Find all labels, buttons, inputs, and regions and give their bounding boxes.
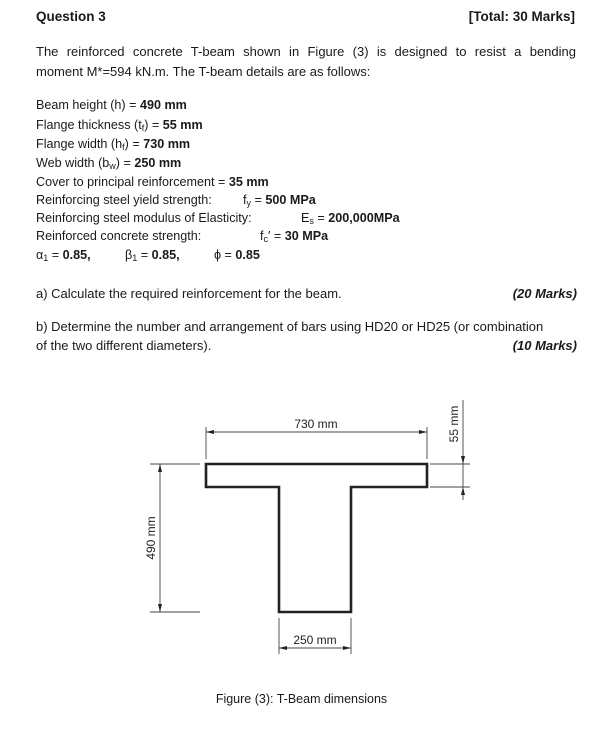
detail-fc-value: [260, 229, 328, 244]
detail-fy-value: [243, 193, 316, 208]
web-width-end: ) =: [115, 156, 131, 170]
part-b-marks: (10 Marks): [512, 338, 577, 353]
flange-width-sub: f: [122, 142, 125, 152]
flange-thickness-sub: f: [141, 123, 145, 133]
figure-caption: Figure (3): T-Beam dimensions: [215, 692, 388, 706]
flange-width-end: ) =: [124, 137, 140, 151]
flange-thickness-end: ) =: [144, 118, 160, 132]
es-eq: =: [313, 211, 325, 225]
flange-width-dimension: [206, 427, 427, 459]
flange-width-value: 730 mm: [143, 137, 191, 151]
beta-eq: =: [137, 248, 149, 262]
detail-phi: [214, 248, 260, 262]
part-a-text: a) Calculate the required reinforcement for the beam.: [36, 286, 342, 301]
detail-flange-width: [36, 137, 190, 152]
part-b-line-1: b) Determine the number and arrangement of bars using HD20 or HD25 (or combination: [36, 319, 544, 334]
detail-fy-label: Reinforcing steel yield strength:: [36, 193, 212, 207]
intro-line-1: The reinforced concrete T-beam shown in Figure (3) is designed to resist a bending: [36, 44, 576, 59]
fy-symbol: f: [243, 193, 247, 207]
phi-value: 0.85: [235, 248, 260, 262]
beta-sub: 1: [132, 253, 138, 263]
beta-value: 0.85,: [151, 248, 180, 262]
cover-label: Cover to principal reinforcement =: [36, 175, 226, 189]
es-value: 200,000MPa: [328, 211, 400, 225]
fy-eq: =: [251, 193, 262, 207]
fy-sub: y: [246, 198, 251, 208]
height-dim-label: 490 mm: [144, 516, 158, 560]
fc-eq: ′ =: [268, 229, 282, 243]
total-marks: [Total: 30 Marks]: [468, 9, 575, 24]
es-sub: s: [309, 216, 314, 226]
part-a-marks: (20 Marks): [512, 286, 577, 301]
beta-symbol: β: [125, 248, 133, 262]
detail-beam-height: [36, 98, 187, 112]
problem-intro: [36, 42, 576, 82]
web-width-sub: w: [109, 161, 116, 171]
web-width-label: Web width (b: [36, 156, 110, 170]
beam-height-label: Beam height (h) =: [36, 98, 137, 112]
detail-fc-label: Reinforced concrete strength:: [36, 229, 202, 243]
beam-height-value: 490 mm: [139, 98, 187, 112]
fc-symbol: f: [260, 229, 264, 243]
alpha-eq: =: [48, 248, 60, 262]
question-title: Question 3: [36, 9, 106, 24]
intro-line-2: moment M*=594 kN.m. The T-beam details are as follows:: [36, 64, 371, 79]
flange-thickness-label: Flange thickness (t: [36, 118, 142, 132]
phi-eq: =: [221, 248, 232, 262]
fc-value: 30 MPa: [284, 229, 329, 243]
alpha-sub: 1: [43, 253, 49, 263]
es-symbol: E: [301, 211, 310, 225]
flange-thickness-value: 55 mm: [162, 118, 203, 132]
detail-cover: [36, 175, 269, 189]
alpha-value: 0.85,: [62, 248, 91, 262]
part-b-line-2: of the two different diameters).: [36, 338, 212, 353]
flange-width-dim-label: 730 mm: [294, 417, 338, 431]
phi-symbol: ϕ: [214, 248, 222, 262]
detail-beta: [125, 248, 180, 263]
fc-sub: c: [263, 234, 268, 244]
flange-thickness-dim-label: 55 mm: [447, 405, 461, 443]
t-beam-outline: [206, 464, 427, 612]
web-width-value: 250 mm: [134, 156, 182, 170]
t-beam-diagram: [0, 380, 603, 680]
detail-web-width: [36, 156, 181, 171]
flange-width-label: Flange width (h: [36, 137, 123, 151]
detail-flange-thickness: [36, 118, 203, 133]
detail-es-label: Reinforcing steel modulus of Elasticity:: [36, 211, 252, 225]
detail-es-value: [301, 211, 400, 226]
detail-alpha: [36, 248, 91, 263]
alpha-symbol: α: [36, 248, 44, 262]
fy-value: 500 MPa: [265, 193, 316, 207]
web-width-dim-label: 250 mm: [293, 633, 337, 647]
cover-value: 35 mm: [228, 175, 269, 189]
